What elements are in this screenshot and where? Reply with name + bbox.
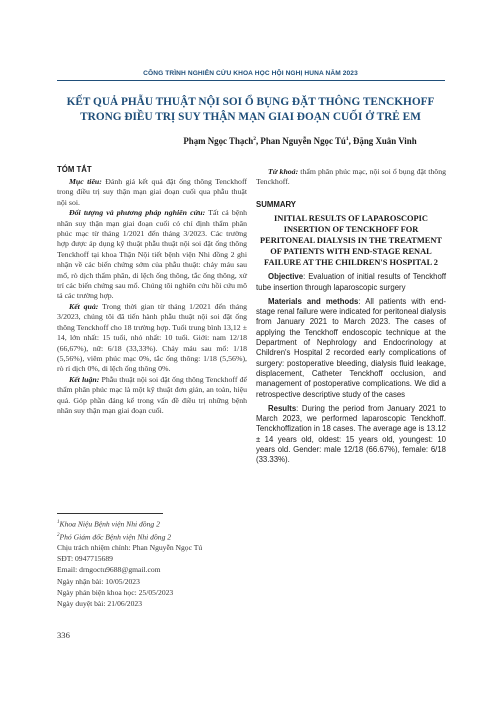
author-separator: , <box>348 136 353 146</box>
footnotes <box>57 517 247 609</box>
vn-methods-label: Đối tượng và phương pháp nghiên cứu: <box>69 208 206 218</box>
vn-aim-label: Mục tiêu: <box>69 177 102 186</box>
summary-en-heading: SUMMARY <box>256 199 296 209</box>
footnote-2-text: Phó Giám đốc Bệnh viện Nhi đồng 2 <box>59 532 172 542</box>
header-rule <box>57 80 445 81</box>
left-column <box>57 165 247 416</box>
en-article-title: INITIAL RESULTS OF LAPAROSCOPIC INSERTION OF TENCKHOFF FOR PERITONEAL DIALYSIS IN THE TREATMENT OF PATIENTS WITH END-STAGE RENAL FAILURE AT THE CHILDREN'S HOSPITAL 2 <box>260 213 442 268</box>
vn-aim-text: Đánh giá kết quả đặt ống thông Tenckhoff trong điều trị suy thận mạn giai đoạn cuối qua phẫu thuật nội soi. <box>57 177 247 207</box>
vn-conclusion-text: Phẫu thuật nội soi đặt ống thông Tenckhoff để thẩm phân phúc mạc là một kỹ thuật đơn giản, an toàn, hiệu quả. Góp phần đáng kể trong vấn đề điều trị những bệnh nhân suy thận mạn giai đoạn cuối. <box>57 374 247 415</box>
footnote-rule <box>57 513 163 514</box>
en-objective-paragraph <box>256 272 446 293</box>
contact-email: Email: drngoctu9688@gmail.com <box>57 565 161 575</box>
running-header: CÔNG TRÌNH NGHIÊN CỨU KHOA HỌC HỘI NGHỊ HUNA NĂM 2023 <box>143 70 358 77</box>
vn-methods-text: Tất cả bệnh nhân suy thận mạn giai đoạn cuối có chỉ định thẩm phân phúc mạc từ tháng 1/2021 đến tháng 3/2023. Các trường hợp được áp dụng kỹ thuật phẫu thuật nội soi đặt ống thông Tenckhoff tại khoa Thận Nội tiết bệnh viện Nhi đồng 2 ghi nhận về các biến chứng sớm của phẫu thuật: chảy máu sau mổ, rò dịch thẩm phân, di lệch ống thông, tắc ống thông, xử trí các biến chứng sau mổ. Chúng tôi nghiên cứu hồi cứu mô tả các trường hợp. <box>57 208 247 301</box>
author-3: Đặng Xuân Vinh <box>353 136 417 146</box>
footnote-2-marker: 2 <box>57 532 60 538</box>
en-results-label: Results <box>268 403 297 413</box>
en-methods-label: Materials and methods <box>268 296 359 306</box>
en-results-text: : During the period from January 2021 to March 2023, we performed laparoscopic Tenckhoff. Tenckhoffization in 18 cases. The average age is 13.12 ± 14 years old, oldest: 15 years old, youngest: 10 years old. Gender: male 12/18 (66.67%), female: 6/18 (33.33%). <box>256 403 446 465</box>
vn-keywords-label: Từ khoá: <box>268 167 299 176</box>
date-received: Ngày nhận bài: 10/05/2023 <box>57 576 140 586</box>
vn-methods-paragraph <box>57 208 247 302</box>
contact-phone: SĐT: 0947715689 <box>57 554 113 564</box>
author-separator: , <box>255 136 261 146</box>
date-accepted: Ngày duyệt bài: 21/06/2023 <box>57 598 142 608</box>
footnote-1-marker: 1 <box>57 520 60 525</box>
title-line-1: KẾT QUẢ PHẪU THUẬT NỘI SOI Ổ BỤNG ĐẶT THÔNG TENCKHOFF <box>66 96 435 108</box>
author-1: Phạm Ngọc Thạch <box>183 136 254 146</box>
en-objective-text: : Evaluation of initial results of Tenckhoff tube insertion through laparoscopic surgery <box>256 272 446 292</box>
en-objective-label: Objective <box>268 272 304 282</box>
author-1-affil: 2 <box>253 136 256 143</box>
page-number: 336 <box>57 630 70 640</box>
footnote-affiliation-1 <box>57 517 247 530</box>
vn-results-paragraph <box>57 302 247 375</box>
author-2-affil: 1 <box>345 136 349 143</box>
vn-aim-paragraph <box>57 177 247 208</box>
vn-keywords-text: thẩm phân phúc mạc, nội soi ổ bụng đặt thông Tenckhoff. <box>256 167 447 187</box>
article-title <box>60 95 441 125</box>
title-line-2: TRONG ĐIỀU TRỊ SUY THẬN MẠN GIAI ĐOẠN CUỐI Ở TRẺ EM <box>80 111 421 123</box>
vn-results-text: Trong thời gian từ tháng 1/2021 đến tháng 3/2023, chúng tôi đã tiến hành phẫu thuật nội soi đặt ống thông Tenckhoff cho 18 trường hợp. Tuổi trung bình 13,12 ± 14, lớn nhất: 15 tuổi, nhỏ nhất: 10 tuổi. Giới: nam 12/18 (66,67%), nữ: 6/18 (33,33%). Chảy máu sau mổ: 1/18 (5,56%), viêm phúc mạc 0%, tắc ống thông: 1/18 (5,56%), rò rỉ dịch 0%, di lệch ống thông 0%. <box>57 301 247 374</box>
en-methods-text: : All patients with end-stage renal failure were indicated for peritoneal dialysis from January 2021 to March 2023. The cases of applying the Tenckhoff endoscopic technique at the Department of Nephrology and Endocrinology at Children's Hospital 2 recorded early complications of surgery: postoperative bleeding, dialysis fluid leakage, displacement, Catheter Tenckhoff occlusion, and management of postoperative complications. We did a retrospective descriptive study of the cases <box>256 296 446 399</box>
footnote-1-text: Khoa Niệu Bệnh viện Nhi đồng 2 <box>59 519 160 529</box>
en-results-paragraph <box>256 404 446 466</box>
vn-conclusion-label: Kết luận: <box>69 374 100 384</box>
footnote-affiliation-2 <box>57 530 247 543</box>
author-2: Phan Nguyễn Ngọc Tú <box>260 136 346 146</box>
corresponding-author: Chịu trách nhiệm chính: Phan Nguyễn Ngọc Tú <box>57 543 203 553</box>
vn-results-label: Kết quả: <box>69 301 99 311</box>
right-column <box>256 165 446 466</box>
en-methods-paragraph <box>256 297 446 400</box>
vn-conclusion-paragraph <box>57 375 247 417</box>
vn-keywords-paragraph <box>256 167 446 188</box>
date-reviewed: Ngày phản biện khoa học: 25/05/2023 <box>57 587 174 597</box>
summary-vn-heading: TÓM TẮT <box>57 165 92 174</box>
author-list <box>150 136 450 146</box>
